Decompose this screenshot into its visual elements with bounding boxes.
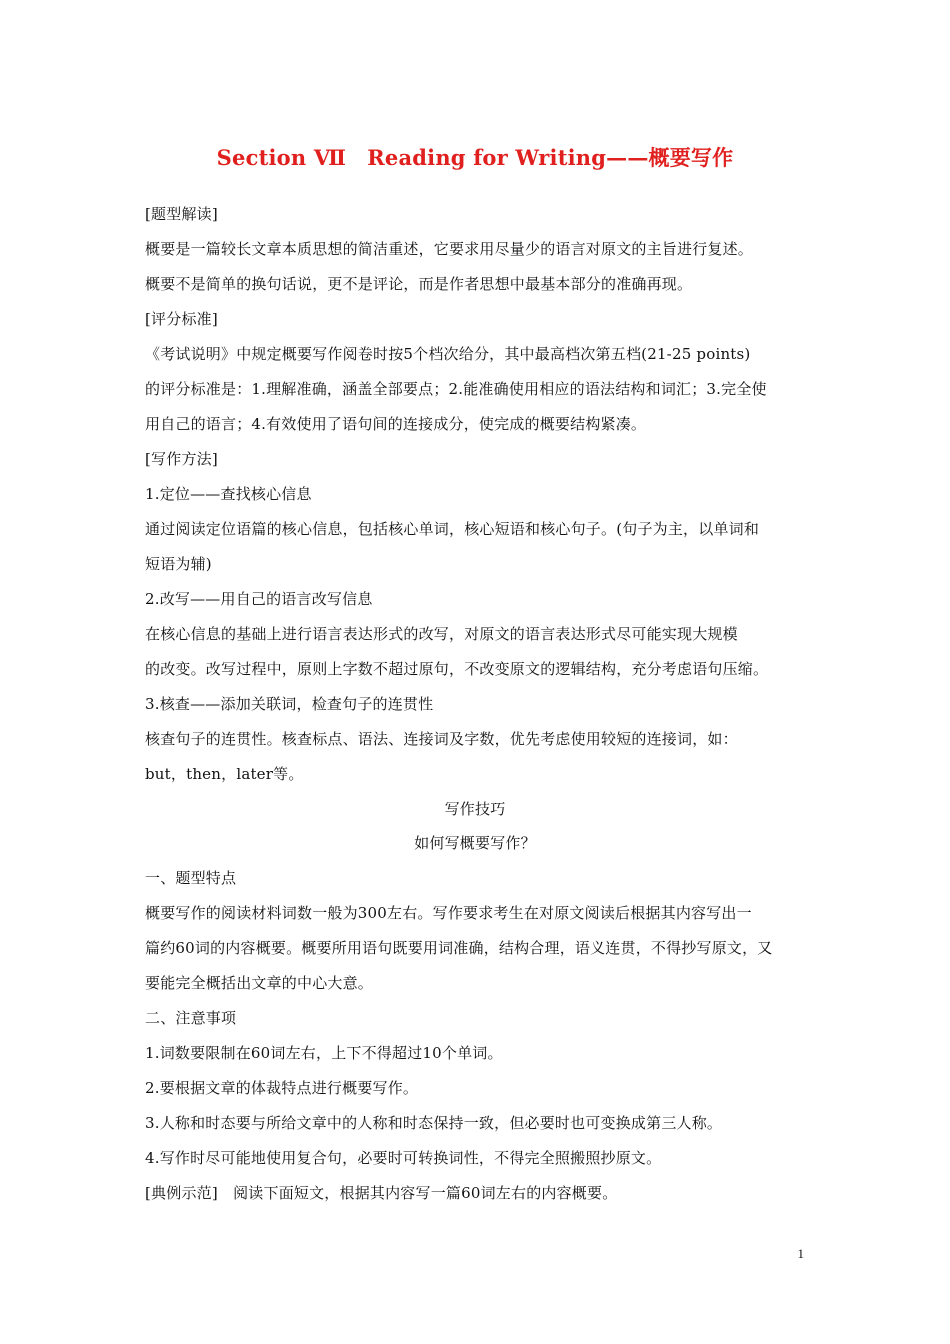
paragraph-line: 篇约60词的内容概要。概要所用语句既要用词准确，结构合理，语义连贯，不得抄写原文，又 bbox=[145, 939, 773, 957]
method-step: 3.核查——添加关联词，检查句子的连贯性 bbox=[145, 695, 434, 713]
paragraph-line: 核查句子的连贯性。核查标点、语法、连接词及字数，优先考虑使用较短的连接词，如： bbox=[145, 730, 738, 748]
subheading-how-to: 如何写概要写作？ bbox=[414, 834, 536, 852]
paragraph-line: 在核心信息的基础上进行语言表达形式的改写，对原文的语言表达形式尽可能实现大规模 bbox=[145, 625, 738, 643]
section-heading: 二、注意事项 bbox=[145, 1009, 237, 1027]
paragraph-line: 用自己的语言；4.有效使用了语句间的连接成分，使完成的概要结构紧凑。 bbox=[145, 415, 647, 433]
paragraph-line: 通过阅读定位语篇的核心信息，包括核心单词，核心短语和核心句子。(句子为主，以单词和 bbox=[145, 520, 760, 538]
note-item: 4.写作时尽可能地使用复合句，必要时可转换词性，不得完全照搬照抄原文。 bbox=[145, 1149, 662, 1167]
paragraph-line: 《考试说明》中规定概要写作阅卷时按5个档次给分，其中最高档次第五档(21-25 points) bbox=[145, 345, 751, 363]
method-step: 2.改写——用自己的语言改写信息 bbox=[145, 590, 373, 608]
section-title: Section Ⅶ Reading for Writing——概要写作 bbox=[216, 145, 734, 170]
paragraph-line: 概要不是简单的换句话说，更不是评论，而是作者思想中最基本部分的准确再现。 bbox=[145, 275, 693, 293]
paragraph-line: 的评分标准是：1.理解准确，涵盖全部要点；2.能准确使用相应的语法结构和词汇；3.完全使 bbox=[145, 380, 767, 398]
section-heading: 一、题型特点 bbox=[145, 869, 237, 887]
note-item: 2.要根据文章的体裁特点进行概要写作。 bbox=[145, 1079, 419, 1097]
paragraph-line: 短语为辅) bbox=[145, 555, 212, 573]
paragraph-line: 概要是一篇较长文章本质思想的简洁重述，它要求用尽量少的语言对原文的主旨进行复述。 bbox=[145, 240, 754, 258]
heading-writing-method: [写作方法] bbox=[145, 450, 218, 468]
page-number: 1 bbox=[797, 1246, 804, 1261]
method-step: 1.定位——查找核心信息 bbox=[145, 485, 312, 503]
heading-question-type: [题型解读] bbox=[145, 205, 218, 223]
heading-scoring: [评分标准] bbox=[145, 310, 218, 328]
paragraph-line: 要能完全概括出文章的中心大意。 bbox=[145, 974, 374, 992]
paragraph-line: but，then，later等。 bbox=[145, 765, 304, 783]
note-item: 3.人称和时态要与所给文章中的人称和时态保持一致，但必要时也可变换成第三人称。 bbox=[145, 1114, 723, 1132]
subheading-writing-tips: 写作技巧 bbox=[444, 800, 506, 818]
note-item: 1.词数要限制在60词左右，上下不得超过10个单词。 bbox=[145, 1044, 503, 1062]
example-instruction: [典例示范] 阅读下面短文，根据其内容写一篇60词左右的内容概要。 bbox=[145, 1184, 618, 1202]
paragraph-line: 的改变。改写过程中，原则上字数不超过原句，不改变原文的逻辑结构，充分考虑语句压缩。 bbox=[145, 660, 769, 678]
paragraph-line: 概要写作的阅读材料词数一般为300左右。写作要求考生在对原文阅读后根据其内容写出一 bbox=[145, 904, 752, 922]
